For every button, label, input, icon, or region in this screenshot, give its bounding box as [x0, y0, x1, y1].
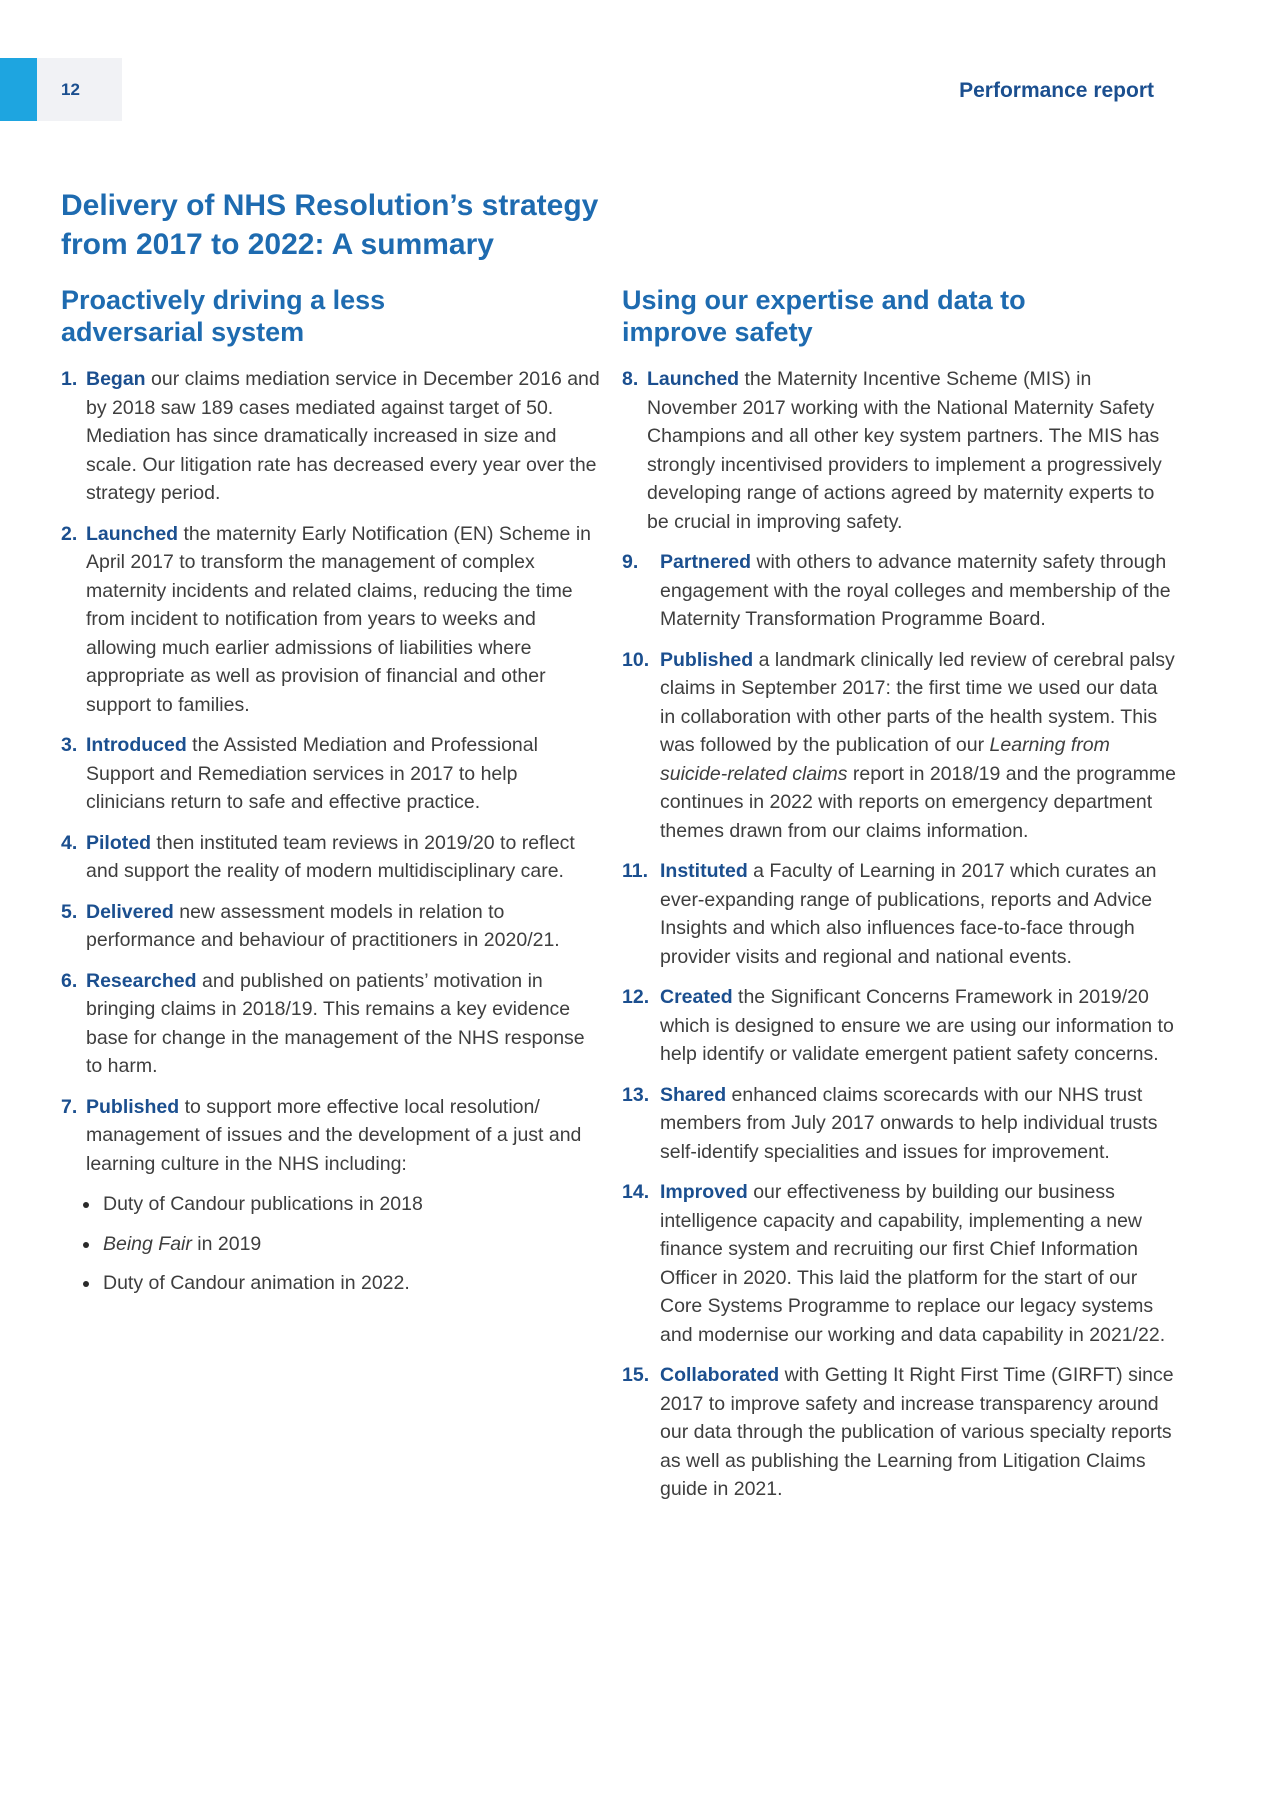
- page-title-line-2: from 2017 to 2022: A summary: [61, 228, 494, 261]
- list-item-3: 3. Introduced the Assisted Mediation and Professional Support and Remediation services in 2017 to help clinicians return to safe and effective practice.: [61, 734, 538, 813]
- list-item-1: 1. Began our claims mediation service in December 2016 and by 2018 saw 189 cases mediated against target of 50. Mediation has since dramatically increased in size and scale. Our litigation rate has decreased every year over the strategy period.: [61, 368, 600, 504]
- list-item-8: 8. Launched the Maternity Incentive Scheme (MIS) in November 2017 working with the National Maternity Safety Champions and all other key system partners. The MIS has strongly incentivised providers to implement a progressively developing range of actions agreed by maternity experts to be crucial in improving safety.: [622, 368, 1162, 533]
- page-title-line-1: Delivery of NHS Resolution’s strategy: [61, 189, 599, 222]
- bullet-list: [61, 1190, 601, 1298]
- list-item-7: 7. Published to support more effective local resolution/ management of issues and the development of a just and learning culture in the NHS including:: [61, 1095, 582, 1175]
- list-item-14: 14. Improved our effectiveness by building our business intelligence capacity and capability, implementing a new finance system and recruiting our first Chief Information Officer in 2020. This laid the platform for the start of our Core Systems Programme to replace our legacy systems and modernise our working and data capability in 2021/22.: [622, 1181, 1166, 1346]
- list-item-12: 12. Created the Significant Concerns Framework in 2019/20 which is designed to ensure we are using our information to help identify or validate emergent patient safety concerns.: [622, 986, 1174, 1065]
- right-section-heading: Using our expertise and data to improve safety: [622, 285, 1026, 347]
- bullet-item: Duty of Candour animation in 2022.: [81, 1269, 601, 1298]
- bullet-icon: [83, 1242, 89, 1248]
- list-item-10: 10. Published a landmark clinically led review of cerebral palsy claims in September 2017: the first time we used our data in collaboration with other parts of the health system. This was followed by the publication of our Learning from suicide-related claims report in 2018/19 and the programme continues in 2022 with reports on emergency department themes drawn from our claims information.: [622, 648, 1176, 842]
- list-item-9: 9. Partnered with others to advance maternity safety through engagement with the royal colleges and membership of the Maternity Transformation Programme Board.: [622, 551, 1171, 630]
- page-number-tab: [0, 58, 122, 121]
- list-item-5: 5. Delivered new assessment models in relation to performance and behaviour of practitioners in 2020/21.: [61, 900, 560, 951]
- list-item-11: 11. Instituted a Faculty of Learning in 2017 which curates an ever-expanding range of publications, reports and Advice Insights and which also influences face-to-face through provider visits and regional and national events.: [622, 860, 1157, 968]
- bullet-icon: [83, 1202, 89, 1208]
- right-column: [622, 284, 1177, 1516]
- list-item-15: 15. Collaborated with Getting It Right First Time (GIRFT) since 2017 to improve safety and increase transparency around our data through the publication of various specialty reports as well as publishing the Learning from Litigation Claims guide in 2021.: [622, 1364, 1174, 1500]
- list-item-13: 13. Shared enhanced claims scorecards with our NHS trust members from July 2017 onwards to help individual trusts self-identify specialities and issues for improvement.: [622, 1083, 1158, 1163]
- left-column: [61, 284, 601, 1309]
- page-number: 12: [61, 80, 80, 99]
- bullet-item: Being Fair in 2019: [81, 1230, 601, 1259]
- running-header: Performance report: [959, 79, 1154, 102]
- list-item-4: 4. Piloted then instituted team reviews in 2019/20 to reflect and support the reality of modern multidisciplinary care.: [61, 831, 575, 882]
- page-tab-accent: [0, 58, 37, 121]
- list-item-2: 2. Launched the maternity Early Notification (EN) Scheme in April 2017 to transform the management of complex maternity incidents and related claims, reducing the time from incident to notification from years to weeks and allowing much earlier admissions of liabilities where appropriate as well as provision of financial and other support to families.: [61, 522, 591, 716]
- bullet-icon: [83, 1281, 89, 1287]
- bullet-item: Duty of Candour publications in 2018: [81, 1190, 601, 1219]
- page-title: [61, 186, 681, 264]
- left-section-heading: Proactively driving a less adversarial system: [61, 285, 386, 347]
- list-item-6: 6. Researched and published on patients’ motivation in bringing claims in 2018/19. This remains a key evidence base for change in the management of the NHS response to harm.: [61, 969, 585, 1077]
